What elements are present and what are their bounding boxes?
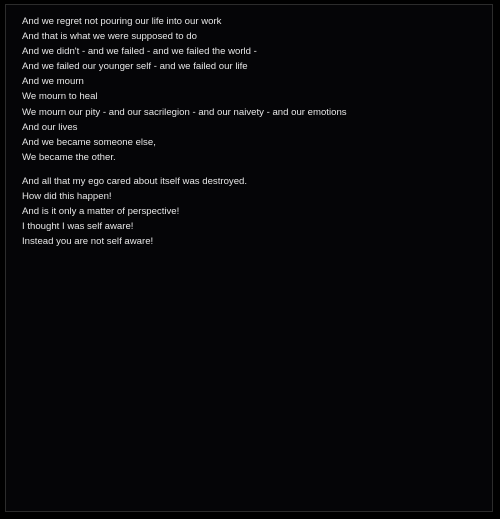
stanza-2 bbox=[22, 174, 480, 249]
poem-line: And we didn't - and we failed - and we failed the world - bbox=[22, 46, 257, 58]
poem-line: Instead you are not self aware! bbox=[22, 236, 154, 248]
poem-line: How did this happen! bbox=[22, 191, 112, 203]
poem-line: And that is what we were supposed to do bbox=[22, 31, 197, 43]
poem-line: We mourn our pity - and our sacrilegion - and our naivety - and our emotions bbox=[22, 106, 347, 118]
poem-line: And we became someone else, bbox=[22, 136, 156, 148]
poem-line: And we failed our younger self - and we failed our life bbox=[22, 61, 248, 73]
poem-body bbox=[22, 14, 480, 249]
poem-line: We mourn to heal bbox=[22, 91, 98, 103]
poem-line: And we regret not pouring our life into our work bbox=[22, 16, 222, 27]
poem-line: And we mourn bbox=[22, 76, 84, 88]
poem-line: And is it only a matter of perspective! bbox=[22, 206, 180, 218]
stanza-1 bbox=[22, 14, 480, 165]
poem-line: We became the other. bbox=[22, 151, 116, 163]
poem-line: And all that my ego cared about itself was destroyed. bbox=[22, 175, 248, 187]
poem-line: I thought I was self aware! bbox=[22, 221, 134, 233]
text-panel bbox=[5, 4, 493, 512]
poem-line: And our lives bbox=[22, 121, 78, 133]
